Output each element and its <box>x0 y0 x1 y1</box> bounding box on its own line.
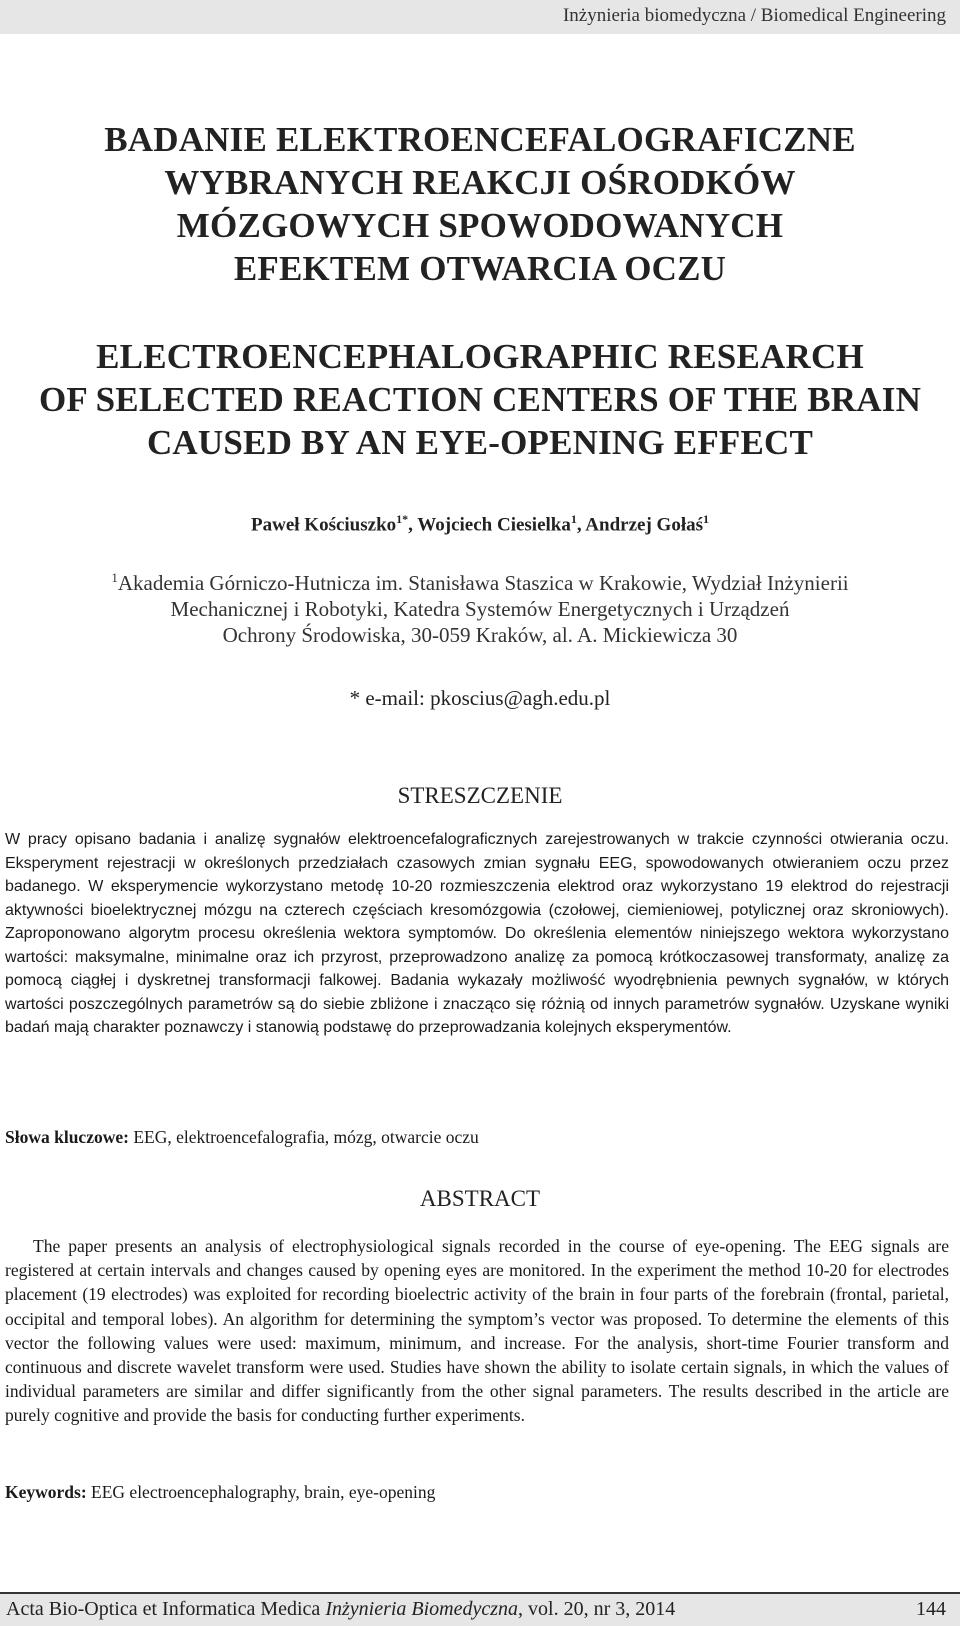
abstract-heading: ABSTRACT <box>419 1186 541 1211</box>
title-english <box>0 335 960 464</box>
journal-name: Inżynieria biomedyczna / Biomedical Engineering <box>562 5 946 26</box>
keywords-label: Słowa kluczowe: <box>5 1127 129 1147</box>
abstract-text: The paper presents an analysis of electrophysiological signals recorded in the course of eye-opening. The EEG signals are registered at certain intervals and changes caused by opening eyes are monitored. In the experiment the method 10-20 for electrodes placement (19 electrodes) was exploited for recording bioelectric activity of the brain in four parts of the forebrain (frontal, parietal, occipital and temporal lobes). An algorithm for determining the symptom’s vector was proposed. To determine the elements of this vector the following values were used: maximum, minimum, and increase. For the analysis, short-time Fourier transform and continuous and discrete wavelet transform were used. Studies have shown the ability to isolate certain signals, in which the values of individual parameters are similar and differ significantly from the other signal parameters. The results described in the article are purely cognitive and provide the basis for conducting further experiments. <box>5 1236 949 1426</box>
affiliation-line: Ochrony Środowiska, 30-059 Kraków, al. A. Mickiewicza 30 <box>222 623 738 647</box>
streszczenie-heading: STRESZCZENIE <box>397 783 563 808</box>
author-name: Paweł Kościuszko <box>251 514 397 536</box>
author-name: , Wojciech Ciesielka <box>408 514 571 536</box>
affiliation <box>0 565 960 648</box>
authors <box>0 512 960 536</box>
footer-citation: Acta Bio-Optica et Informatica Medica Inżynieria Biomedyczna, vol. 20, nr 3, 2014 <box>6 1598 676 1620</box>
affiliation-mark: 1 <box>111 570 118 585</box>
keywords-english <box>5 1482 435 1503</box>
title-polish <box>0 118 960 290</box>
running-header <box>0 0 960 34</box>
contact-email: * e-mail: pkoscius@agh.edu.pl <box>349 686 611 710</box>
author-affiliation-mark: 1 <box>703 512 709 526</box>
title-en-line: OF SELECTED REACTION CENTERS OF THE BRAIN <box>38 380 922 419</box>
title-pl-line: MÓZGOWYCH SPOWODOWANYCH <box>176 206 784 245</box>
streszczenie-text: W pracy opisano badania i analizę sygnałów elektroencefalograficznych zarejestrowanych w trakcie czynności otwierania oczu. Eksperyment rejestracji w określonych przedziałach czasowych zmian sygnału EEG, spowodowanych otwieraniem oczu przez badanego. W eksperymencie wykorzystano metodę 10-20 rozmieszczenia elektrod oraz wykorzystano 19 elektrod do rejestracji aktywności bioelektrycznej mózgu na czterech częściach kresomózgowia (czołowej, ciemieniowej, potylicznej oraz skroniowych). Zaproponowano algorytm procesu określenia wektora symptomów. Do określenia elementów niniejszego wektora wykorzystano wartości: maksymalne, minimalne oraz ich przyrost, przeprowadzono analizę za pomocą krótkoczasowej transformaty, analizę za pomocą ciągłej i dyskretnej transformacji falkowej. Badania wykazały możliwość wyodrębnienia pewnych sygnałów, w których wartości poszczególnych parametrów są do siebie zbliżone i znacząco się różnią od innych parametrów sygnałów. Uzyskane wyniki badań mają charakter poznawczy i stanowią podstawę do przeprowadzania kolejnych eksperymentów. <box>5 831 949 1036</box>
page-number: 144 <box>916 1598 946 1620</box>
title-en-line: ELECTROENCEPHALOGRAPHIC RESEARCH <box>96 337 864 376</box>
title-pl-line: EFEKTEM OTWARCIA OCZU <box>233 249 727 288</box>
keywords-list: EEG, elektroencefalografia, mózg, otwarcie oczu <box>128 1127 479 1147</box>
author-name: , Andrzej Gołaś <box>576 514 703 536</box>
keywords-polish <box>5 1127 479 1148</box>
title-pl-line: WYBRANYCH REAKCJI OŚRODKÓW <box>164 163 796 202</box>
author-affiliation-mark: 1* <box>396 512 409 526</box>
affiliation-line: $^1$Akademia Górniczo-Hutnicza im. Stanisława Staszica w Krakowie, Wydział Inżynierii <box>111 570 849 595</box>
keywords-label: Keywords: <box>5 1482 87 1502</box>
affiliation-line: Mechanicznej i Robotyki, Katedra Systemów Energetycznych i Urządzeń <box>170 597 790 621</box>
title-pl-line: BADANIE ELEKTROENCEFALOGRAFICZNE <box>104 120 856 159</box>
title-en-line: CAUSED BY AN EYE-OPENING EFFECT <box>146 423 814 462</box>
keywords-list: EEG electroencephalography, brain, eye-opening <box>86 1482 436 1502</box>
author-affiliation-mark: 1 <box>570 512 577 526</box>
